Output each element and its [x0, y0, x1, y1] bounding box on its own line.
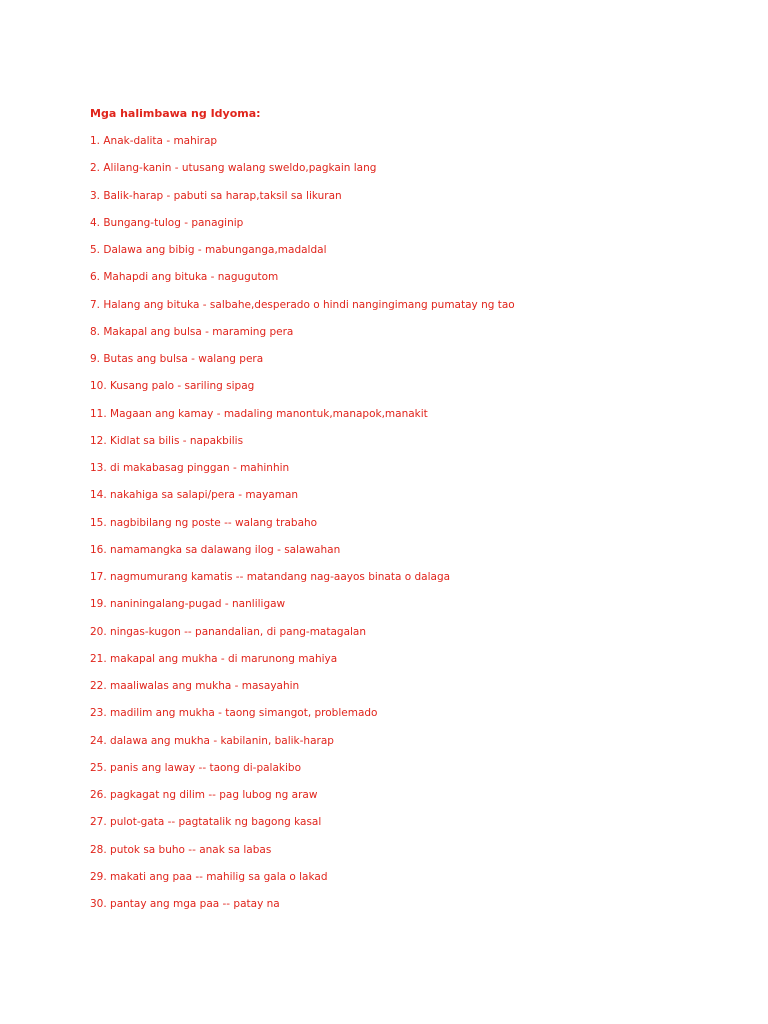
idiom-list: [90, 134, 730, 911]
list-item: 25. panis ang laway -- taong di-palakibo: [90, 761, 301, 774]
list-item: 2. Alilang-kanin - utusang walang sweldo,pagkain lang: [90, 162, 377, 175]
list-item: 11. Magaan ang kamay - madaling manontuk,manapok,manakit: [90, 407, 428, 420]
document-title: Mga halimbawa ng Idyoma:: [90, 107, 261, 120]
list-item: 15. nagbibilang ng poste -- walang trabaho: [90, 516, 318, 529]
list-item: 8. Makapal ang bulsa - maraming pera: [90, 325, 294, 338]
list-item: 5. Dalawa ang bibig - mabunganga,madaldal: [90, 244, 327, 257]
list-item: 23. madilim ang mukha - taong simangot, problemado: [90, 707, 378, 720]
document-body: [90, 107, 730, 924]
list-item: 13. di makabasag pinggan - mahinhin: [90, 462, 290, 475]
list-item: 10. Kusang palo - sariling sipag: [90, 380, 255, 393]
list-item: 29. makati ang paa -- mahilig sa gala o lakad: [90, 870, 328, 883]
list-item: 4. Bungang-tulog - panaginip: [90, 216, 244, 229]
list-item: 20. ningas-kugon -- panandalian, di pang-matagalan: [90, 625, 367, 638]
list-item: 26. pagkagat ng dilim -- pag lubog ng araw: [90, 789, 318, 802]
list-item: 12. Kidlat sa bilis - napakbilis: [90, 434, 244, 447]
list-item: 9. Butas ang bulsa - walang pera: [90, 353, 264, 366]
list-item: 30. pantay ang mga paa -- patay na: [90, 898, 280, 911]
list-item: 3. Balik-harap - pabuti sa harap,taksil sa likuran: [90, 189, 342, 202]
list-item: 14. nakahiga sa salapi/pera - mayaman: [90, 489, 299, 502]
list-item: 24. dalawa ang mukha - kabilanin, balik-harap: [90, 734, 334, 747]
list-item: 1. Anak-dalita - mahirap: [90, 135, 218, 148]
list-item: 6. Mahapdi ang bituka - nagugutom: [90, 271, 279, 284]
list-item: 17. nagmumurang kamatis -- matandang nag-aayos binata o dalaga: [90, 571, 451, 584]
list-item: 22. maaliwalas ang mukha - masayahin: [90, 680, 300, 693]
list-item: 21. makapal ang mukha - di marunong mahiya: [90, 652, 338, 665]
list-item: 19. naniningalang-pugad - nanliligaw: [90, 598, 286, 611]
list-item: 7. Halang ang bituka - salbahe,desperado o hindi nangingimang pumatay ng tao: [90, 298, 515, 311]
list-item: 16. namamangka sa dalawang ilog - salawahan: [90, 543, 341, 556]
list-item: 28. putok sa buho -- anak sa labas: [90, 843, 272, 856]
list-item: 27. pulot-gata -- pagtatalik ng bagong kasal: [90, 816, 322, 829]
